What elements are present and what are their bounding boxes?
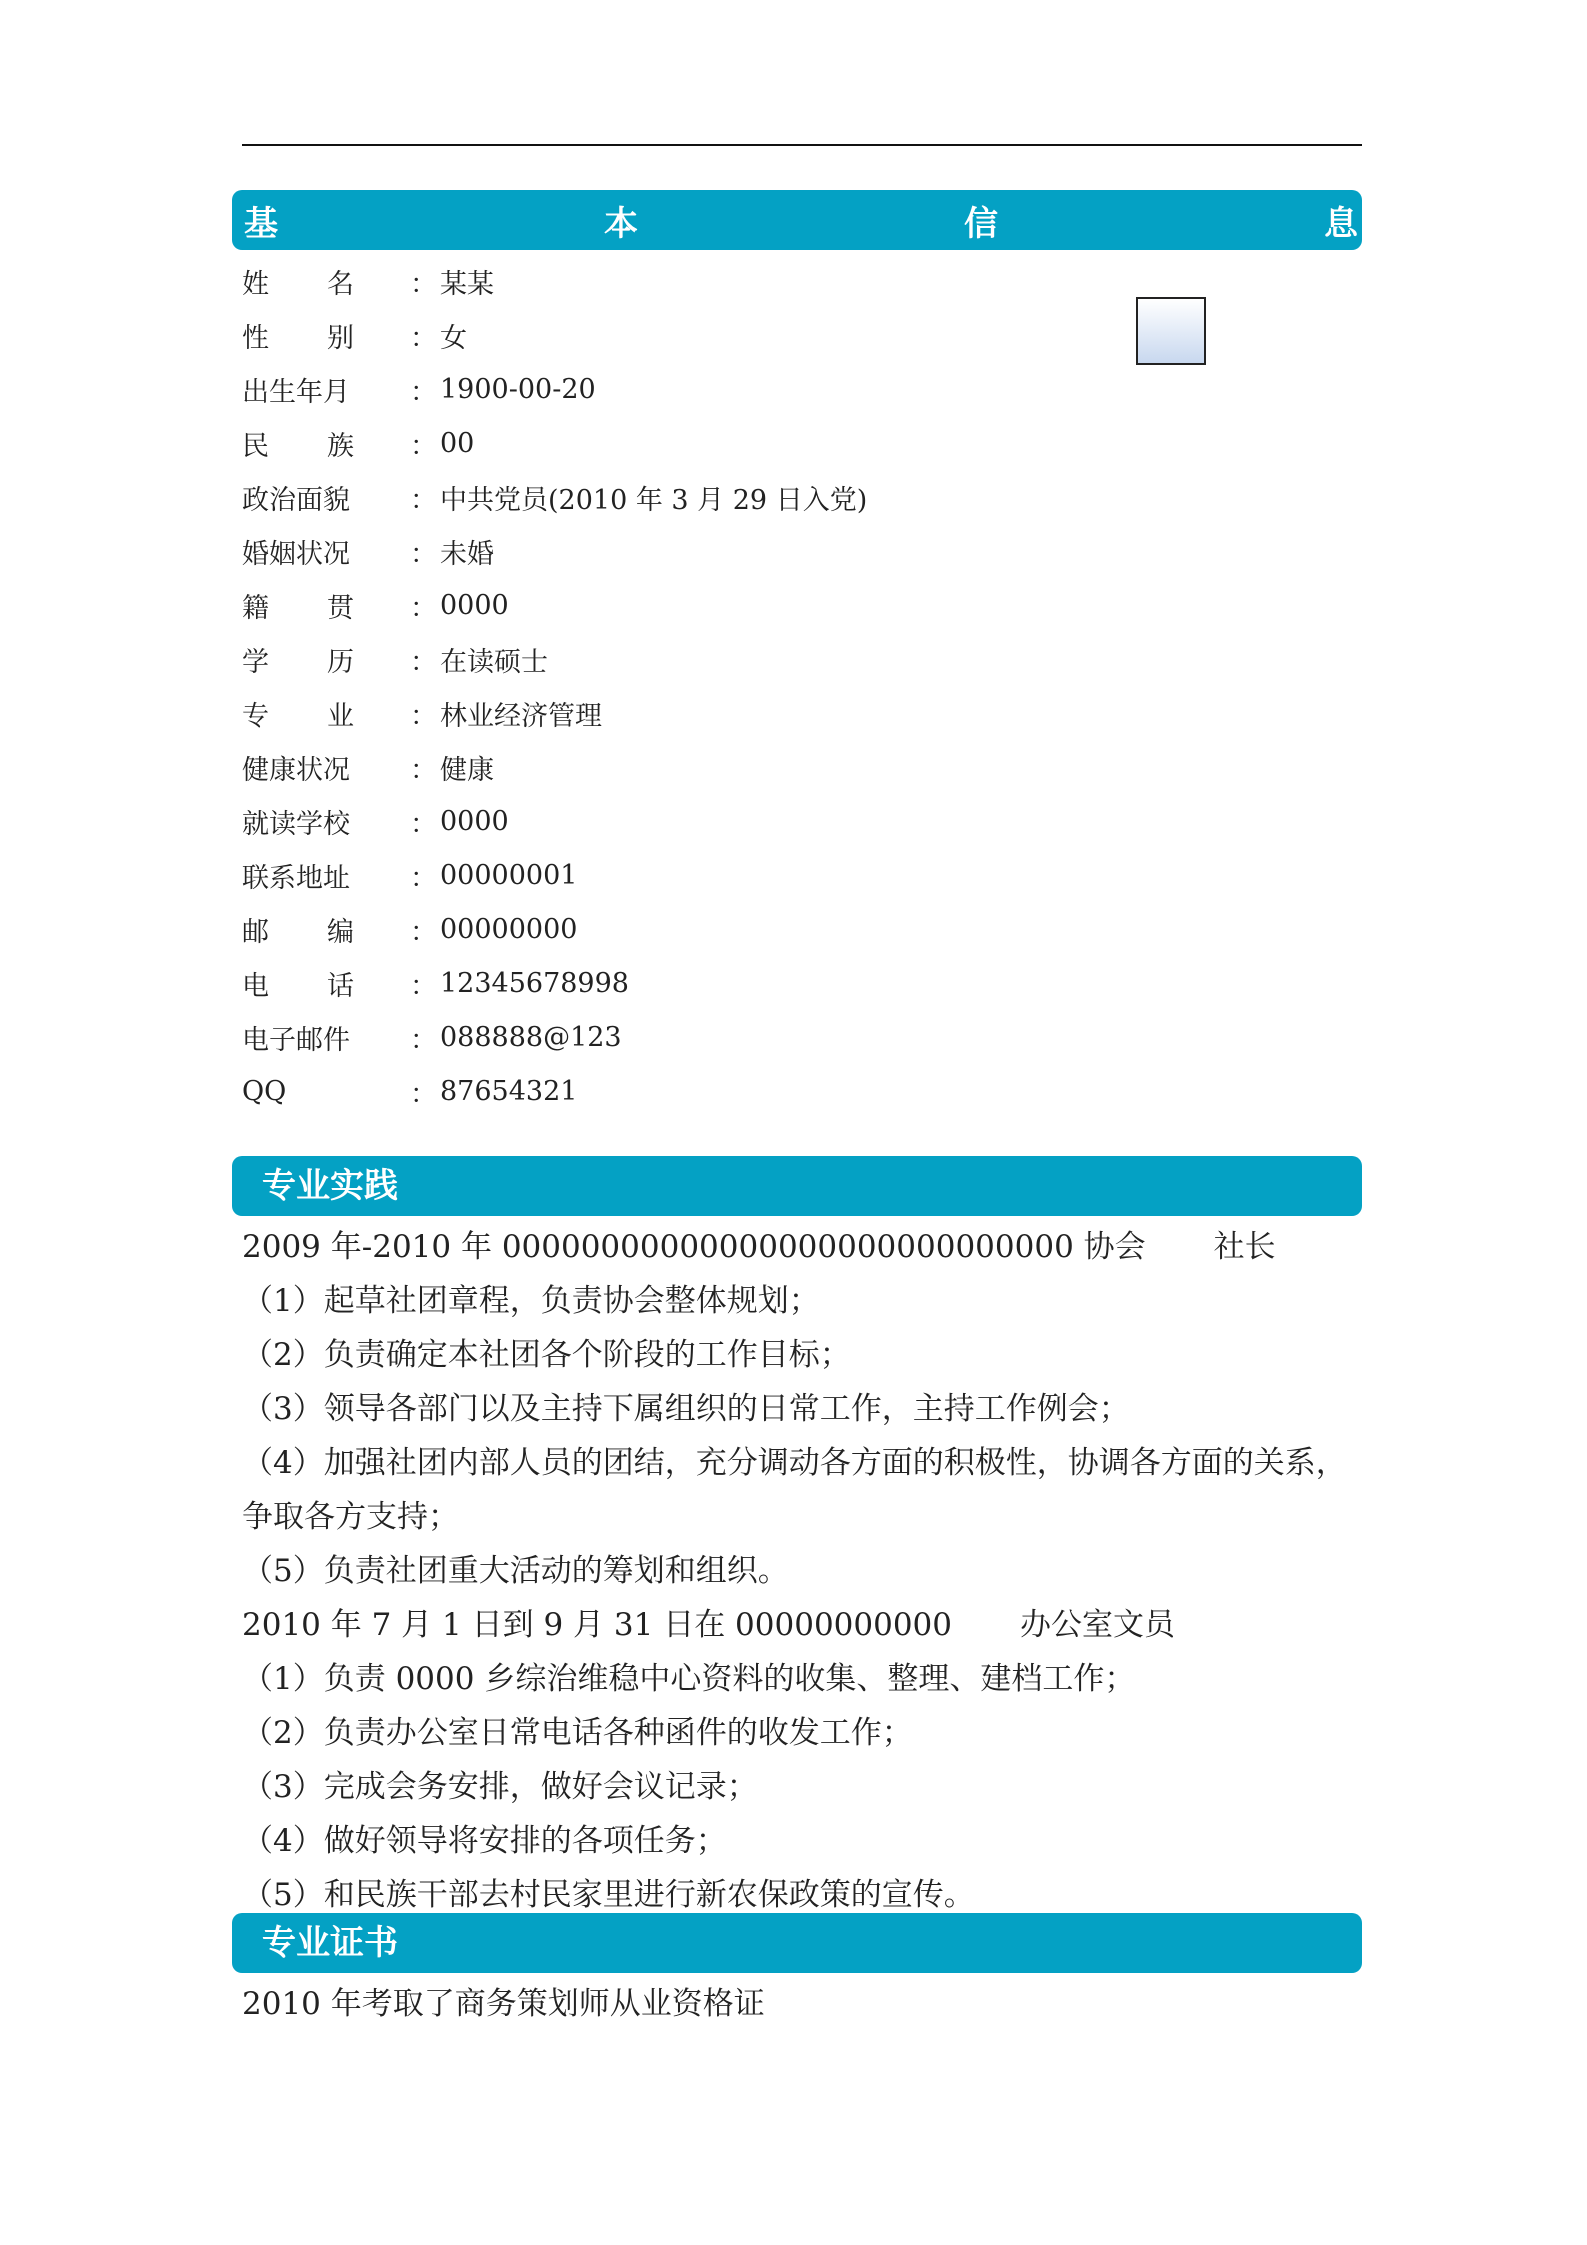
info-label xyxy=(242,316,354,355)
info-row-name xyxy=(242,254,867,308)
info-value: 12345678998 xyxy=(440,967,629,999)
info-label-char: 性 xyxy=(242,322,269,354)
info-label xyxy=(242,694,354,733)
info-row-address xyxy=(242,848,867,902)
photo-placeholder xyxy=(1136,297,1206,365)
info-label-char: 名 xyxy=(327,268,354,300)
info-value: 某某 xyxy=(440,268,494,300)
info-colon: ： xyxy=(410,754,437,786)
info-colon: ： xyxy=(410,862,437,894)
info-label-char: 别 xyxy=(327,322,354,354)
practice-period-org: 2010 年 7 月 1 日到 9 月 31 日在 00000000000 xyxy=(242,1607,953,1643)
info-label-char: 业 xyxy=(327,700,354,732)
practice-list xyxy=(242,1220,1347,1922)
info-colon: ： xyxy=(410,322,437,354)
info-colon: ： xyxy=(410,268,437,300)
info-colon: ： xyxy=(410,538,437,570)
info-row-qq xyxy=(242,1064,867,1118)
info-label: 健康状况 xyxy=(242,754,350,786)
info-row-health xyxy=(242,740,867,794)
info-value: 在读硕士 xyxy=(440,646,548,678)
info-label-char: 话 xyxy=(327,970,354,1002)
practice-duty: （4）加强社团内部人员的团结，充分调动各方面的积极性，协调各方面的关系， xyxy=(242,1445,1347,1481)
section-header-practice: 专业实践 xyxy=(232,1156,1362,1216)
section-title-char: 信 xyxy=(964,203,998,244)
practice-duty: 争取各方支持； xyxy=(242,1499,459,1535)
info-label-char: 民 xyxy=(242,430,269,462)
info-label-char: 编 xyxy=(327,916,354,948)
info-label-char: 专 xyxy=(242,700,269,732)
info-row-email xyxy=(242,1010,867,1064)
info-label xyxy=(242,640,354,679)
info-value: 088888@123 xyxy=(440,1021,622,1053)
info-label-char: 贯 xyxy=(327,592,354,624)
practice-role: 社长 xyxy=(1213,1229,1276,1265)
info-label xyxy=(242,262,354,301)
practice-duty: （2）负责确定本社团各个阶段的工作目标； xyxy=(242,1337,851,1373)
info-row-ethnicity xyxy=(242,416,867,470)
info-colon: ： xyxy=(410,646,437,678)
practice-role: 办公室文员 xyxy=(1020,1607,1176,1643)
info-colon: ： xyxy=(410,592,437,624)
info-label: 就读学校 xyxy=(242,808,350,840)
info-value: 中共党员(2010 年 3 月 29 日入党) xyxy=(440,484,868,516)
info-label xyxy=(242,424,354,463)
info-value: 00000001 xyxy=(440,859,578,891)
info-label xyxy=(242,964,354,1003)
practice-duty: （4）做好领导将安排的各项任务； xyxy=(242,1823,727,1859)
basic-info-list xyxy=(242,254,867,1118)
info-label-char: 历 xyxy=(327,646,354,678)
info-colon: ： xyxy=(410,1078,437,1110)
info-label-char: 籍 xyxy=(242,592,269,624)
info-colon: ： xyxy=(410,1024,437,1056)
practice-entry-heading xyxy=(242,1598,1347,1652)
info-label-char: 族 xyxy=(327,430,354,462)
info-value: 00000000 xyxy=(440,913,578,945)
section-title-char: 息 xyxy=(1324,203,1358,244)
practice-duty: （5）和民族干部去村民家里进行新农保政策的宣传。 xyxy=(242,1877,975,1913)
info-value: 健康 xyxy=(440,754,494,786)
info-row-gender xyxy=(242,308,867,362)
info-label-char: 姓 xyxy=(242,268,269,300)
info-colon: ： xyxy=(410,808,437,840)
info-row-education xyxy=(242,632,867,686)
info-value: 0000 xyxy=(440,805,509,837)
practice-period-org: 2009 年-2010 年 00000000000000000000000000000 协会 xyxy=(242,1229,1146,1265)
info-row-postcode xyxy=(242,902,867,956)
practice-entry-heading xyxy=(242,1220,1347,1274)
info-label xyxy=(242,586,354,625)
info-colon: ： xyxy=(410,430,437,462)
info-label: 出生年月 xyxy=(242,376,350,408)
header-rule xyxy=(242,144,1362,146)
info-label-char: 邮 xyxy=(242,916,269,948)
practice-duty: （1）负责 0000 乡综治维稳中心资料的收集、整理、建档工作； xyxy=(242,1661,1136,1697)
info-row-marital xyxy=(242,524,867,578)
info-value: 00 xyxy=(440,427,475,459)
info-label: 政治面貌 xyxy=(242,484,350,516)
info-label: QQ xyxy=(242,1075,287,1107)
info-colon: ： xyxy=(410,484,437,516)
practice-duty: （3）领导各部门以及主持下属组织的日常工作，主持工作例会； xyxy=(242,1391,1130,1427)
info-label xyxy=(242,910,354,949)
info-value: 87654321 xyxy=(440,1075,578,1107)
info-value: 林业经济管理 xyxy=(440,700,602,732)
info-value: 女 xyxy=(440,322,467,354)
info-row-birth xyxy=(242,362,867,416)
section-title-char: 基 xyxy=(244,203,278,244)
info-row-major xyxy=(242,686,867,740)
practice-duty: （5）负责社团重大活动的筹划和组织。 xyxy=(242,1553,789,1589)
info-value: 0000 xyxy=(440,589,509,621)
info-row-school xyxy=(242,794,867,848)
certificate-text: 2010 年考取了商务策划师从业资格证 xyxy=(242,1986,765,2022)
info-colon: ： xyxy=(410,970,437,1002)
info-row-political xyxy=(242,470,867,524)
info-row-phone xyxy=(242,956,867,1010)
info-label: 婚姻状况 xyxy=(242,538,350,570)
info-colon: ： xyxy=(410,376,437,408)
practice-duty: （2）负责办公室日常电话各种函件的收发工作； xyxy=(242,1715,913,1751)
info-value: 1900-00-20 xyxy=(440,373,596,405)
info-label-char: 电 xyxy=(242,970,269,1002)
section-header-basic-info xyxy=(232,190,1362,250)
info-value: 未婚 xyxy=(440,538,494,570)
practice-duty: （3）完成会务安排，做好会议记录； xyxy=(242,1769,758,1805)
info-colon: ： xyxy=(410,700,437,732)
info-label: 电子邮件 xyxy=(242,1024,350,1056)
info-label: 联系地址 xyxy=(242,862,350,894)
info-colon: ： xyxy=(410,916,437,948)
practice-duty: （1）起草社团章程，负责协会整体规划； xyxy=(242,1283,820,1319)
section-title-char: 本 xyxy=(604,203,638,244)
info-row-native-place xyxy=(242,578,867,632)
info-label-char: 学 xyxy=(242,646,269,678)
section-header-certificates: 专业证书 xyxy=(232,1913,1362,1973)
